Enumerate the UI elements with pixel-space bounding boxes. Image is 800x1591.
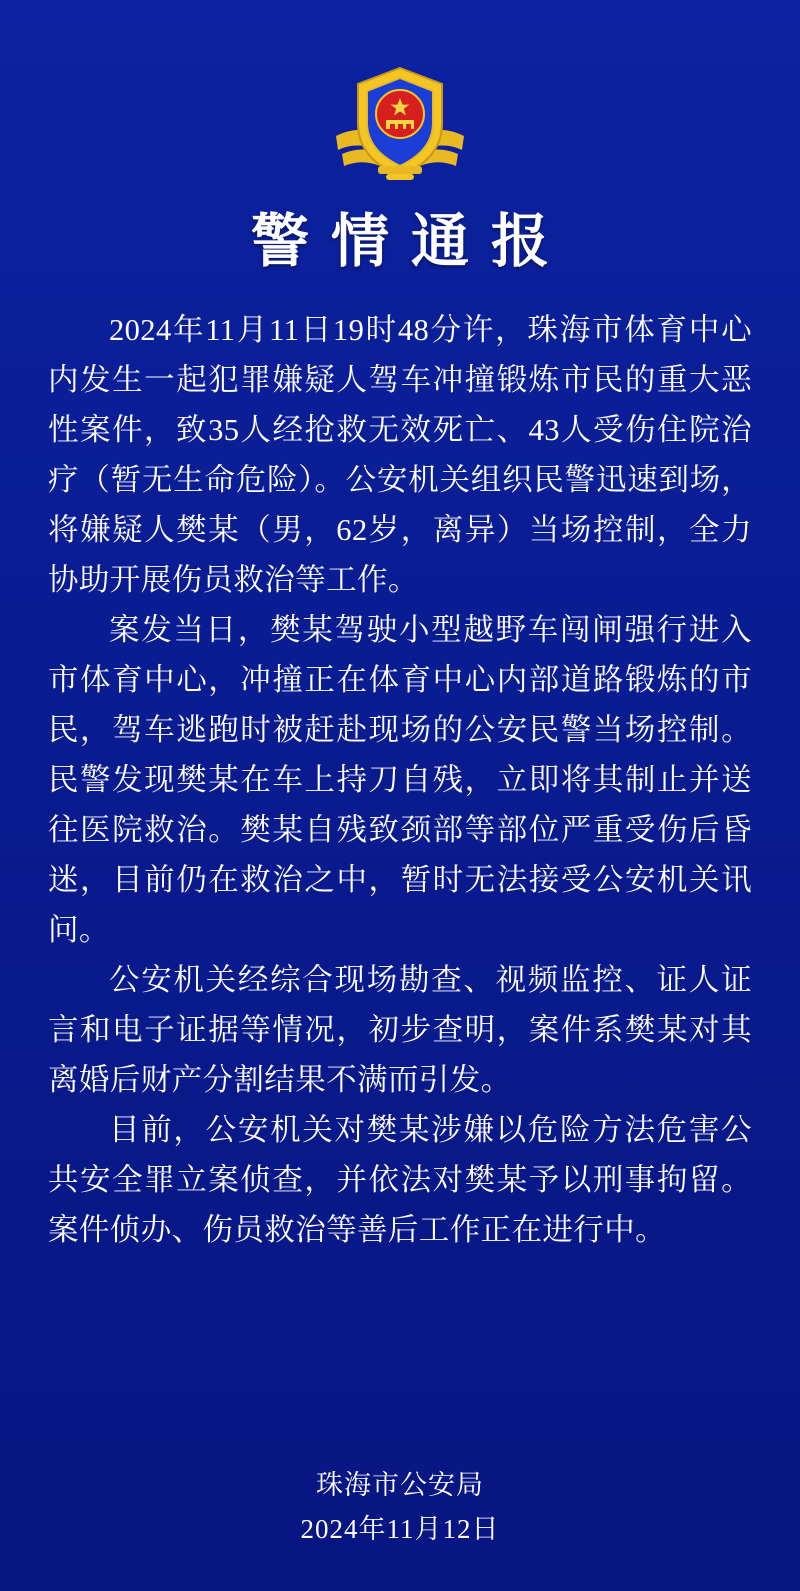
- body-paragraph: 目前，公安机关对樊某涉嫌以危险方法危害公共安全罪立案侦查，并依法对樊某予以刑事拘留。案件侦办、伤员救治等善后工作正在进行中。: [48, 1112, 752, 1247]
- page-title: 警情通报: [250, 209, 571, 274]
- issuing-authority: 珠海市公安局: [316, 1470, 484, 1500]
- police-emblem-icon: [334, 62, 466, 184]
- emblem-container: [48, 0, 752, 184]
- body-paragraph: 公安机关经综合现场勘查、视频监控、证人证言和电子证据等情况，初步查明，案件系樊某对其离婚后财产分割结果不满而引发。: [48, 962, 752, 1097]
- bulletin-body: [48, 305, 752, 1255]
- body-paragraph: 2024年11月11日19时48分许，珠海市体育中心内发生一起犯罪嫌疑人驾车冲撞锻炼市民的重大恶性案件，致35人经抢救无效死亡、43人受伤住院治疗（暂无生命危险）。公安机关组织民警迅速到场，将嫌疑人樊某（男，62岁，离异）当场控制，全力协助开展伤员救治等工作。: [48, 312, 752, 597]
- body-paragraph: 案发当日，樊某驾驶小型越野车闯闸强行进入市体育中心，冲撞正在体育中心内部道路锻炼的市民，驾车逃跑时被赶赴现场的公安民警当场控制。民警发现樊某在车上持刀自残，立即将其制止并送往医院救治。樊某自残致颈部等部位严重受伤后昏迷，目前仍在救治之中，暂时无法接受公安机关讯问。: [48, 612, 752, 947]
- signature-block: [0, 1463, 800, 1551]
- issue-date: 2024年11月12日: [300, 1514, 500, 1544]
